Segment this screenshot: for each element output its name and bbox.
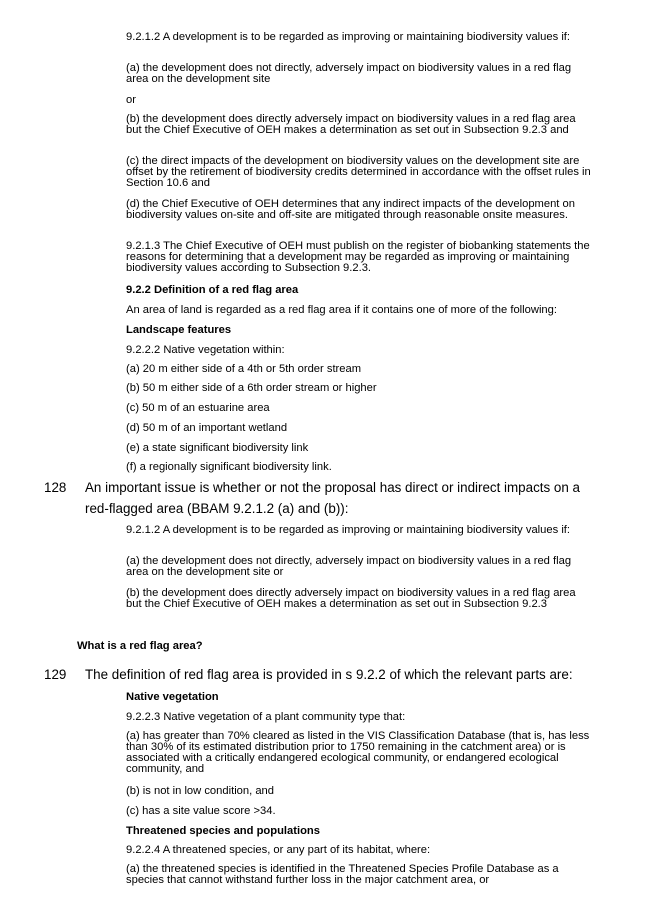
quote3-item-c: (c) has a site value score >34. (126, 805, 276, 817)
quote3-item-a: (a) has greater than 70% cleared as listed in the VIS Classification Database (that is, has less than 30% of its estimated distribution prior to 1750 remaining in the catchment area) or is associated with a critically endangered ecological community, or endangered ecological community, and (126, 730, 590, 775)
paragraph-number: 129 (44, 667, 67, 682)
list-item: (c) 50 m of an estuarine area (126, 402, 270, 414)
quote3-heading-threatened: Threatened species and populations (126, 825, 320, 837)
list-item: (f) a regionally significant biodiversity link. (126, 461, 332, 473)
section-heading: What is a red flag area? (77, 640, 203, 652)
quote1-or: or (126, 94, 136, 106)
quote1-red-flag-intro: An area of land is regarded as a red flag area if it contains one of more of the following: (126, 304, 557, 316)
quote1-heading-landscape: Landscape features (126, 324, 232, 336)
quote2-item-a: (a) the development does not directly, adversely impact on biodiversity values in a red flag area on the development site or (126, 555, 572, 578)
quote1-item-a: (a) the development does not directly, adversely impact on biodiversity values in a red flag area on the development site (126, 62, 572, 85)
quote1-heading-9-2-2: 9.2.2 Definition of a red flag area (126, 284, 299, 296)
quote2-item-b: (b) the development does directly adversely impact on biodiversity values in a red flag area but the Chief Executive of OEH makes a determination as set out in Subsection 9.2.3 (126, 587, 576, 610)
paragraph-number: 128 (44, 480, 67, 495)
quote1-clause-9-2-1-2: 9.2.1.2 A development is to be regarded as improving or maintaining biodiversity values if: (126, 31, 571, 43)
quote3-heading-native-vegetation: Native vegetation (126, 691, 219, 703)
quote3-item-a-species: (a) the threatened species is identified in the Threatened Species Profile Database as a species that cannot withstand further loss in the major catchment area, or (126, 863, 559, 886)
list-item: (b) 50 m either side of a 6th order stream or higher (126, 382, 377, 394)
list-item: (d) 50 m of an important wetland (126, 422, 288, 434)
quote1-clause-9-2-2-2: 9.2.2.2 Native vegetation within: (126, 344, 285, 356)
list-item: (e) a state significant biodiversity link (126, 442, 309, 454)
quote2-clause-9-2-1-2: 9.2.1.2 A development is to be regarded as improving or maintaining biodiversity values if: (126, 524, 571, 536)
quote1-item-c: (c) the direct impacts of the development on biodiversity values on the development site are offset by the retirement of biodiversity credits determined in accordance with the offset rules in Section 10.6 and (126, 155, 591, 189)
quote3-clause-9-2-2-3: 9.2.2.3 Native vegetation of a plant community type that: (126, 711, 406, 723)
quote1-item-d: (d) the Chief Executive of OEH determines that any indirect impacts of the development on biodiversity values on-site and off-site are mitigated through reasonable onsite measures. (126, 198, 575, 221)
quote1-clause-9-2-1-3: 9.2.1.3 The Chief Executive of OEH must publish on the register of biobanking statements the reasons for determining that a development may be regarded as improving or maintaining biodiversity values according to Subsection 9.2.3. (126, 240, 590, 274)
list-item: (a) 20 m either side of a 4th or 5th order stream (126, 363, 362, 375)
paragraph-text: An important issue is whether or not the proposal has direct or indirect impacts on a red-flagged area (BBAM 9.2.1.2 (a) and (b)): (85, 480, 580, 516)
quote1-item-b: (b) the development does directly adversely impact on biodiversity values in a red flag area but the Chief Executive of OEH makes a determination as set out in Subsection 9.2.3 and (126, 113, 576, 136)
paragraph-text: The definition of red flag area is provided in s 9.2.2 of which the relevant parts are: (85, 667, 573, 682)
quote3-clause-9-2-2-4: 9.2.2.4 A threatened species, or any part of its habitat, where: (126, 844, 431, 856)
quote3-item-b: (b) is not in low condition, and (126, 785, 275, 797)
